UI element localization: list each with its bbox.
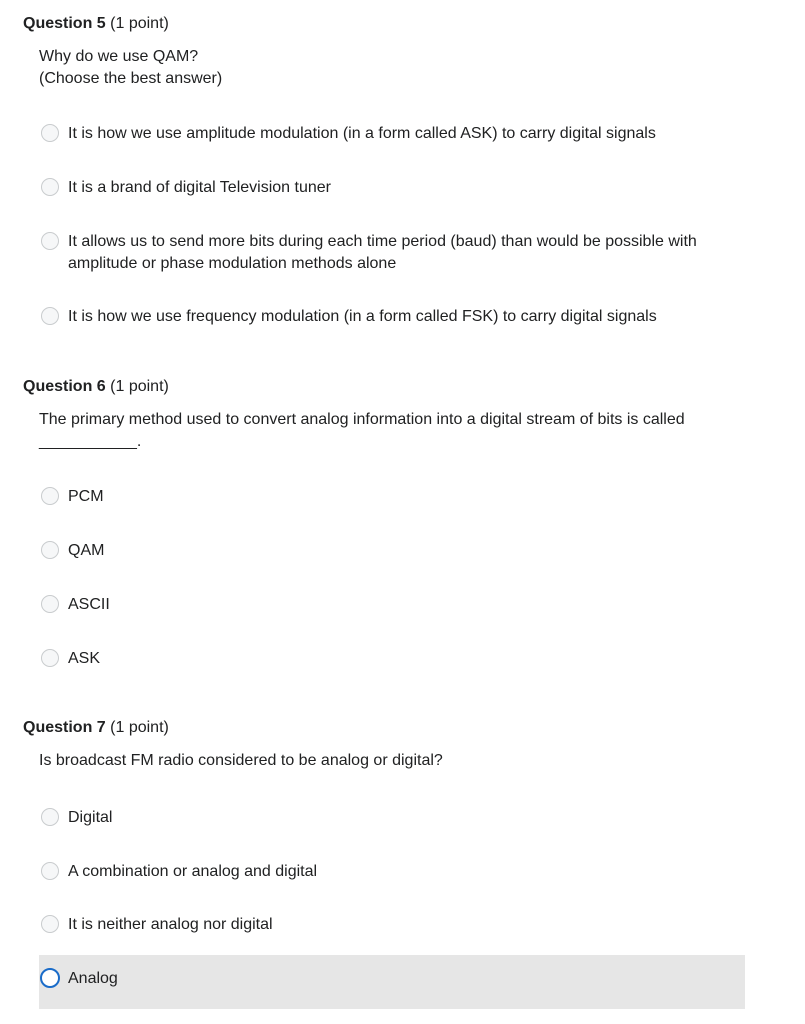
question-points: (1 point) bbox=[110, 15, 169, 32]
question-text-line: (Choose the best answer) bbox=[39, 70, 223, 87]
answer-option-label: QAM bbox=[68, 542, 105, 559]
answer-option[interactable] bbox=[39, 901, 745, 953]
radio-button[interactable] bbox=[41, 862, 59, 880]
radio-button[interactable] bbox=[41, 124, 59, 142]
question-number: Question 6 bbox=[23, 378, 106, 395]
answer-option[interactable] bbox=[39, 581, 745, 633]
answer-option-label: Digital bbox=[68, 809, 113, 826]
question-text bbox=[39, 750, 739, 772]
answer-option[interactable] bbox=[39, 527, 745, 579]
radio-button[interactable] bbox=[41, 595, 59, 613]
answer-option[interactable] bbox=[39, 293, 745, 345]
radio-button[interactable] bbox=[41, 307, 59, 325]
question-text-line: The primary method used to convert analog information into a digital stream of bits is called ___________. bbox=[39, 411, 685, 450]
question-text-line: Why do we use QAM? bbox=[39, 48, 199, 65]
answer-option-label: It is a brand of digital Television tuner bbox=[68, 179, 331, 196]
question-title bbox=[23, 377, 169, 397]
answer-option-label: A combination or analog and digital bbox=[68, 863, 318, 880]
answer-option-label: It is how we use frequency modulation (in a form called FSK) to carry digital signals bbox=[68, 308, 657, 325]
question-text bbox=[39, 409, 739, 453]
question-points: (1 point) bbox=[110, 719, 169, 736]
answer-option[interactable] bbox=[39, 164, 745, 216]
radio-button[interactable] bbox=[40, 968, 60, 988]
answer-option-label: ASCII bbox=[68, 596, 110, 613]
question-text bbox=[39, 46, 739, 90]
answer-option-label: Analog bbox=[68, 970, 118, 987]
question-title bbox=[23, 718, 169, 738]
answer-option[interactable] bbox=[39, 848, 745, 900]
radio-button[interactable] bbox=[41, 915, 59, 933]
answer-option[interactable] bbox=[39, 635, 745, 687]
question-number: Question 7 bbox=[23, 719, 106, 736]
radio-button[interactable] bbox=[41, 487, 59, 505]
question-number: Question 5 bbox=[23, 15, 106, 32]
question-text-line: Is broadcast FM radio considered to be analog or digital? bbox=[39, 752, 443, 769]
radio-button[interactable] bbox=[41, 541, 59, 559]
answer-option-label: ASK bbox=[68, 650, 101, 667]
answer-option-label: PCM bbox=[68, 488, 104, 505]
radio-button[interactable] bbox=[41, 178, 59, 196]
answer-option[interactable] bbox=[39, 473, 745, 525]
answer-option-label: It is neither analog nor digital bbox=[68, 916, 273, 933]
radio-button[interactable] bbox=[41, 649, 59, 667]
answer-option[interactable] bbox=[39, 794, 745, 846]
question-title bbox=[23, 14, 169, 34]
question-points: (1 point) bbox=[110, 378, 169, 395]
radio-button[interactable] bbox=[41, 808, 59, 826]
answer-option[interactable] bbox=[39, 110, 745, 162]
answer-option-focused[interactable] bbox=[39, 955, 745, 1009]
radio-button[interactable] bbox=[41, 232, 59, 250]
answer-option[interactable] bbox=[39, 218, 745, 284]
answer-option-label: It is how we use amplitude modulation (in a form called ASK) to carry digital signals bbox=[68, 125, 656, 142]
answer-option-label: It allows us to send more bits during each time period (baud) than would be possible with amplitude or phase modulation methods alone bbox=[68, 233, 697, 272]
